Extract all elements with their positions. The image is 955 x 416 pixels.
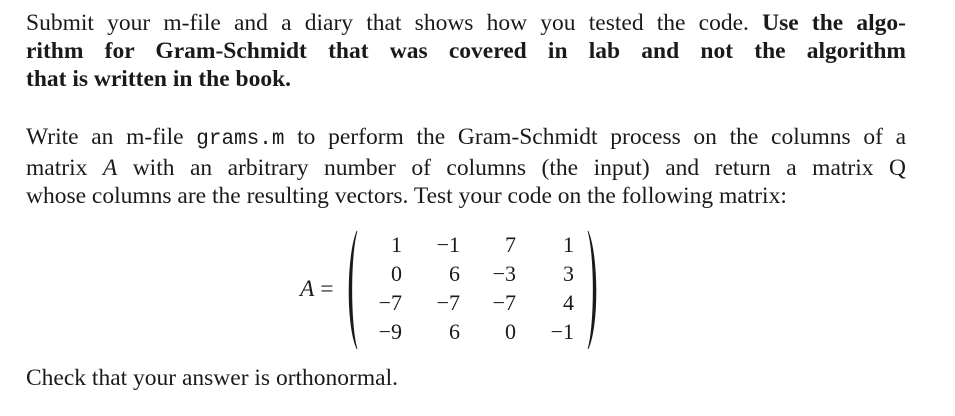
matrix-cell: 7 <box>505 232 516 257</box>
instruction-line-3 <box>26 65 906 93</box>
instruction-bold-text-2: rithm for Gram-Schmidt that was covered in lab and not the algorithm <box>26 38 906 64</box>
instruction-bold-text-1: Use the algo- <box>762 10 907 36</box>
instruction-plain-text: Submit your m-file and a diary that shows how you tested the code. <box>26 10 749 36</box>
matrix-cell: 6 <box>449 319 460 344</box>
right-parenthesis <box>586 230 600 350</box>
matrix-cell: 6 <box>449 261 460 286</box>
matrix-variable-a: A <box>102 155 118 181</box>
task-line-1 <box>26 123 906 154</box>
matrix-cell: −7 <box>436 290 460 315</box>
left-parenthesis <box>345 230 359 350</box>
task-line-3: whose columns are the resulting vectors. Test your code on the following matrix: <box>26 183 787 209</box>
instruction-bold-text-3: that is written in the book. <box>26 66 292 92</box>
equals-sign: = <box>320 276 334 302</box>
matrix-cell: −7 <box>492 290 516 315</box>
matrix-grid <box>358 232 582 348</box>
filename-code: grams.m <box>196 128 285 151</box>
task-description <box>26 123 906 210</box>
matrix-cell: 1 <box>563 232 574 257</box>
matrix-cell: 3 <box>563 261 574 286</box>
equation-label <box>300 276 334 303</box>
matrix-cell: −9 <box>378 319 402 344</box>
task-line-2 <box>26 154 906 182</box>
instruction-line-2 <box>26 37 906 65</box>
task-line-2-pre: matrix <box>26 155 88 181</box>
submission-instructions <box>26 9 906 93</box>
task-line-2-post: with an arbitrary number of columns (the input) and return a matrix Q <box>132 155 906 181</box>
matrix-cell: 4 <box>563 290 574 315</box>
instruction-line-1 <box>26 9 906 37</box>
matrix-cell: −1 <box>436 232 460 257</box>
equation-variable: A <box>300 276 315 302</box>
task-line-1-pre: Write an m-file <box>26 124 184 150</box>
matrix-cell: 0 <box>391 261 402 286</box>
matrix-cell: −7 <box>378 290 402 315</box>
matrix-cell: 1 <box>391 232 402 257</box>
matrix-cell: 0 <box>505 319 516 344</box>
matrix-cell: −3 <box>492 261 516 286</box>
orthonormal-check-instruction: Check that your answer is orthonormal. <box>26 365 398 391</box>
task-line-1-post: to perform the Gram-Schmidt process on the columns of a <box>297 124 907 150</box>
matrix-cell: −1 <box>550 319 574 344</box>
